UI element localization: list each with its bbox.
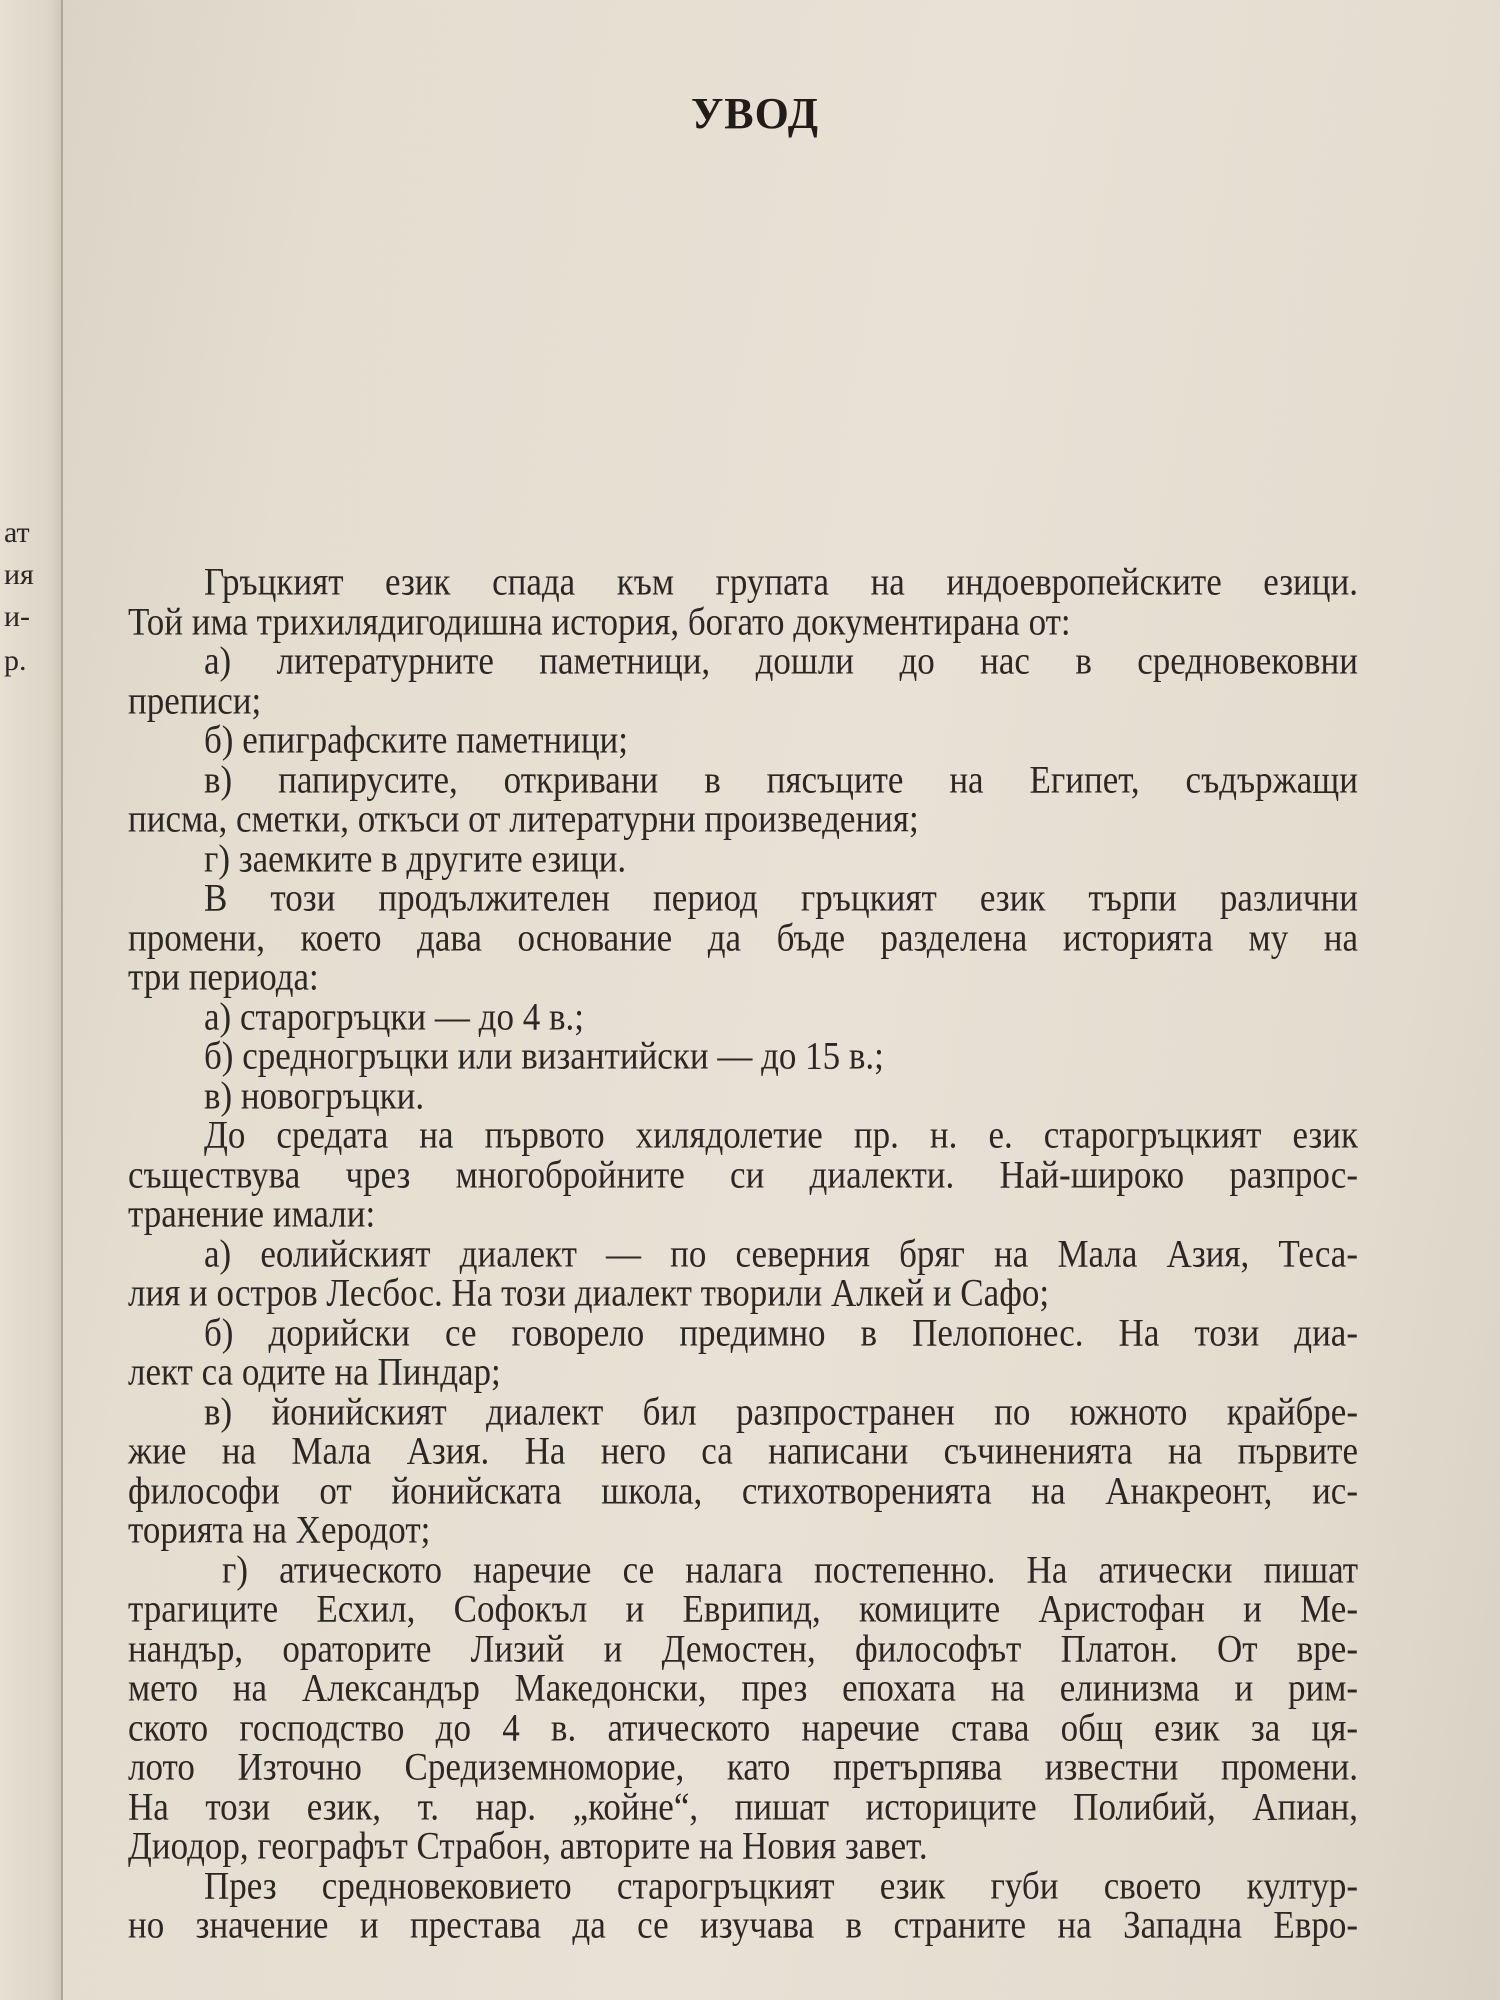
book-gutter (0, 0, 62, 2000)
text-line: Диодор, географът Страбон, авторите на Новия завет. (128, 1824, 928, 1868)
text-line: г) заемките в другите езици. (204, 836, 627, 881)
text-line: нандър, ораторите Лизий и Демостен, философът Платон. От вре- (128, 1626, 1358, 1671)
text-line: съществува чрез многобройните си диалекти. Най-широко разпрос- (128, 1152, 1358, 1197)
text-line: трагиците Есхил, Софокъл и Еврипид, комиците Аристофан и Ме- (128, 1587, 1358, 1631)
text-line: мето на Александър Македонски, през епохата на елинизма и рим- (128, 1666, 1358, 1710)
text-line: писма, сметки, откъси от литературни произведения; (128, 797, 919, 841)
text-line: г) атическото наречие се налага постепенно. На атически пишат (222, 1547, 1358, 1592)
text-line: ското господство до 4 в. атическото наречие става общ език за ця- (128, 1705, 1358, 1750)
text-line: а) старогръцки — до 4 в.; (204, 994, 584, 1039)
chapter-title: УВОД (691, 89, 819, 138)
text-line: жие на Мала Азия. На него са написани съчиненията на първите (128, 1429, 1358, 1473)
text-line: торията на Херодот; (128, 1508, 431, 1552)
text-line: а) литературните паметници, дошли до нас в средновековни (204, 639, 1358, 683)
text-line: в) йонийският диалект бил разпространен по южното крайбре- (204, 1389, 1358, 1434)
text-line: но значение и престава да се изучава в страните на Западна Евро- (128, 1903, 1358, 1947)
text-line: лект са одите на Пиндар; (128, 1350, 501, 1394)
previous-page-fragment: р. (4, 644, 27, 677)
text-line: На този език, т. нар. „койне“, пишат историците Полибий, Апиан, (128, 1784, 1358, 1829)
text-line: Той има трихилядигодишна история, богато документирана от: (128, 599, 1071, 644)
text-line: в) новогръцки. (204, 1073, 425, 1118)
text-line: Гръцкият език спада към групата на индоевропейските езици. (204, 560, 1358, 604)
text-line: б) дорийски се говорело предимно в Пелопонес. На този диа- (204, 1310, 1358, 1355)
text-line: През средновековието старогръцкият език губи своето култур- (204, 1863, 1358, 1908)
text-line: преписи; (128, 678, 262, 723)
text-line: В този продължителен период гръцкият език търпи различни (204, 876, 1358, 920)
text-line: транение имали: (128, 1192, 376, 1236)
page-fold-line (61, 0, 63, 2000)
text-line: б) епиграфските паметници; (204, 718, 629, 762)
previous-page-fragment: ия (4, 558, 34, 591)
previous-page-fragment: ат (4, 516, 30, 549)
text-line: До средата на първото хилядолетие пр. н. е. старогръцкият език (204, 1113, 1358, 1157)
text-line: философи от йонийската школа, стихотворенията на Анакреонт, ис- (128, 1468, 1358, 1513)
text-line: а) еолийският диалект — по северния бряг на Мала Азия, Теса- (204, 1231, 1358, 1276)
previous-page-fragment: и- (4, 600, 31, 633)
text-line: промени, което дава основание да бъде разделена историята му на (128, 915, 1358, 960)
text-line: три периода: (128, 955, 319, 999)
text-line: б) средногръцки или византийски — до 15 в.; (204, 1034, 884, 1078)
text-line: лия и остров Лесбос. На този диалект творили Алкей и Сафо; (128, 1271, 1050, 1315)
text-line: в) папирусите, откривани в пясъците на Египет, съдържащи (204, 757, 1358, 802)
text-line: лото Източно Средиземноморие, като претърпява известни промени. (128, 1745, 1358, 1789)
